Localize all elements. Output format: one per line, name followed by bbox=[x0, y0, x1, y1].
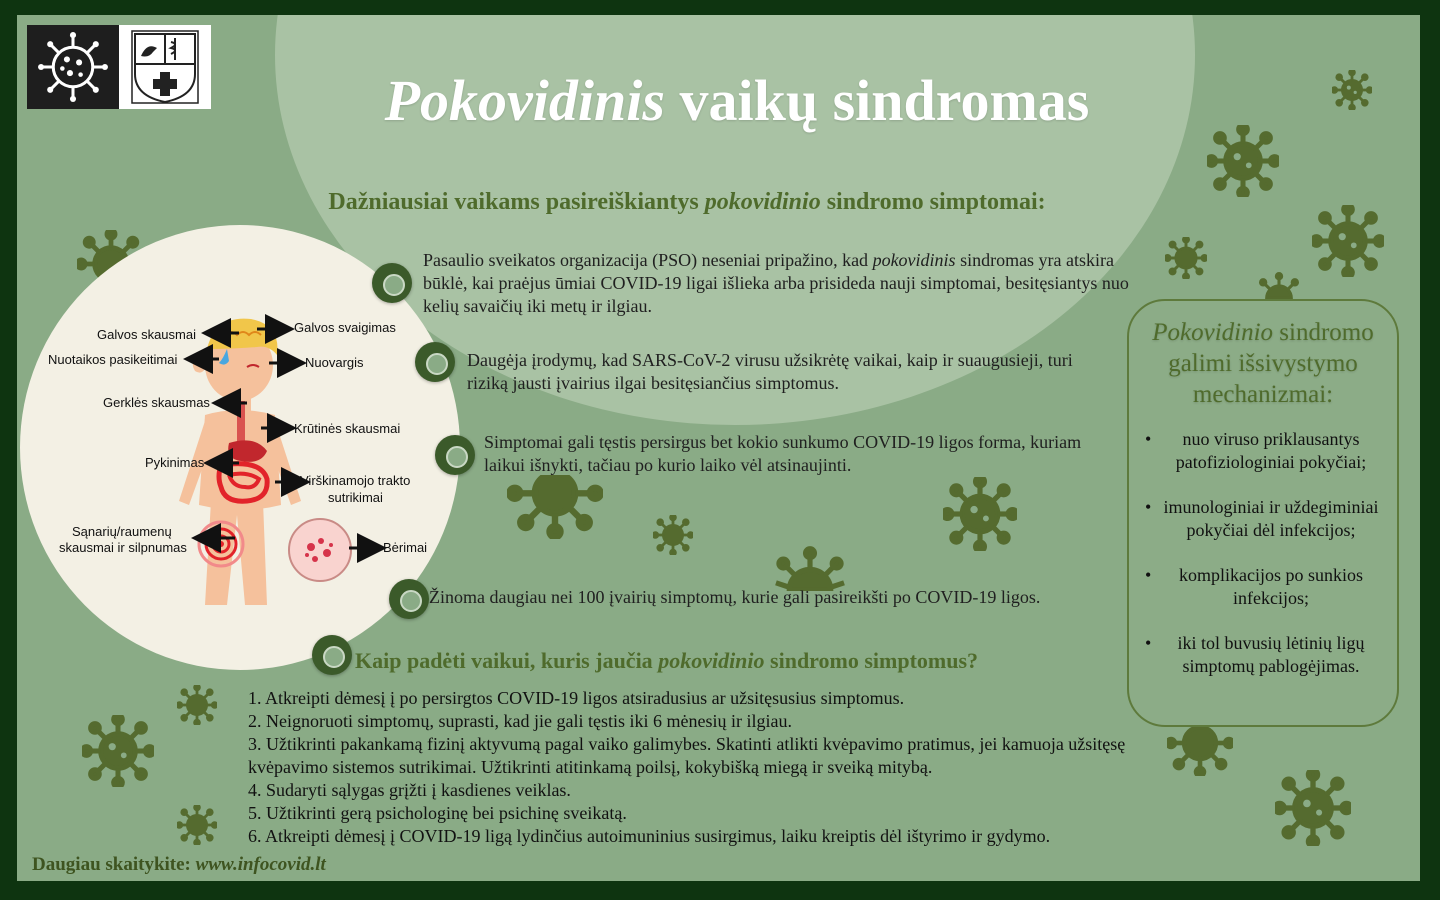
bullet-circle-icon bbox=[435, 435, 475, 475]
label-fatigue: Nuovargis bbox=[305, 355, 364, 370]
paragraph-symptoms-count: Žinoma daugiau nei 100 įvairių simptomų, kurie gali pasireikšti po COVID-19 ligos. bbox=[429, 587, 1041, 607]
mechanism-item: • nuo viruso priklausantys patofiziologiniai pokyčiai; bbox=[1129, 428, 1397, 474]
paragraph-who: Pasaulio sveikatos organizacija (PSO) neseniai pripažino, kad pokovidinis sindromas yra atskira būklė, kai praėjus ūmiai COVID-19 ligai išlieka arba prisideda nauji simptomai, besitęsiantys nuo kelių savaičių iki metų ir ilgiau. bbox=[423, 250, 1129, 316]
virus-icon bbox=[653, 515, 693, 555]
bullet-circle-icon bbox=[372, 263, 412, 303]
page-title: Pokovidinis vaikų sindromas bbox=[384, 68, 1090, 133]
footer-read-more: Daugiau skaitykite: www.infocovid.lt bbox=[32, 854, 326, 875]
mechanism-item: • imunologiniai ir uždegiminiai pokyčiai dėl infekcijos; bbox=[1129, 496, 1397, 542]
label-rash: Bėrimai bbox=[383, 540, 428, 555]
help-step: 6. Atkreipti dėmesį į COVID-19 ligą lydinčius autoimuninius susirgimus, laiku kreiptis dėl ištyrimo ir gydymo. bbox=[248, 826, 1051, 846]
label-mood: Nuotaikos pasikeitimai bbox=[48, 352, 178, 367]
label-joints-2: skausmai ir silpnumas bbox=[59, 540, 187, 555]
help-steps-list bbox=[248, 687, 1168, 848]
label-chest: Krūtinės skausmai bbox=[294, 421, 401, 436]
mechanisms-list bbox=[1129, 428, 1397, 678]
mechanisms-panel bbox=[1127, 299, 1399, 727]
mechanisms-heading: Pokovidinio sindromo galimi išsivystymo mechanizmai: bbox=[1152, 319, 1374, 408]
label-throat: Gerklės skausmas bbox=[103, 395, 210, 410]
bullet-circle-icon bbox=[415, 342, 455, 382]
bullet-circle-icon bbox=[312, 635, 352, 675]
label-joints-1: Sąnarių/raumenų bbox=[72, 524, 172, 539]
label-headache: Galvos skausmai bbox=[97, 327, 196, 342]
mechanism-item: • iki tol buvusių lėtinių ligų simptomų pablogėjimas. bbox=[1129, 632, 1397, 678]
virus-icon bbox=[177, 805, 217, 845]
virus-icon bbox=[1207, 125, 1279, 197]
virus-icon bbox=[82, 715, 154, 787]
mechanism-item: • komplikacijos po sunkios infekcijos; bbox=[1129, 564, 1397, 610]
help-step: 2. Neignoruoti simptomų, suprasti, kad jie gali tęstis iki 6 mėnesių ir ilgiau. bbox=[248, 711, 792, 731]
symptoms-heading: Dažniausiai vaikams pasireiškiantys pokovidinio sindromo simptomai: bbox=[328, 189, 1046, 215]
label-digestive-2: sutrikimai bbox=[328, 490, 383, 505]
footer-link[interactable]: www.infocovid.lt bbox=[195, 854, 326, 875]
virus-icon bbox=[943, 477, 1017, 551]
virus-icon bbox=[1312, 205, 1384, 277]
paragraph-evidence: Daugėja įrodymų, kad SARS-CoV-2 virusu užsikrėtę vaikai, kaip ir suaugusieji, turi riziką jausti įvairius ilgai besitęsiančius simptomus. bbox=[467, 350, 1073, 393]
label-dizziness: Galvos svaigimas bbox=[294, 320, 396, 335]
label-digestive-1: Virškinamojo trakto bbox=[300, 473, 411, 488]
help-step: 3. Užtikrinti pakankamą fizinį aktyvumą pagal vaiko galimybes. Skatinti atlikti kvėpavimo pratimus, jei kamuoja užsitęsę kvėpavimo sistemos sutrikimai. Užtikrinti atitinkamą poilsį, kokybišką miegą ir sveiką mitybą. bbox=[248, 734, 1126, 777]
infographic-canvas bbox=[17, 15, 1420, 881]
help-step: 5. Užtikrinti gerą psichologinę bei psichinę sveikatą. bbox=[248, 803, 627, 823]
virus-icon bbox=[177, 685, 217, 725]
help-step: 4. Sudaryti sąlygas grįžti į kasdienes veiklas. bbox=[248, 780, 571, 800]
virus-icon bbox=[773, 545, 847, 591]
virus-icon bbox=[1332, 70, 1372, 110]
bullet-circle-icon bbox=[389, 579, 429, 619]
paragraph-duration: Simptomai gali tęstis persirgus bet kokio sunkumo COVID-19 ligos forma, kuriam laikui išnykti, tačiau po kurio laiko vėl atsinaujinti. bbox=[484, 432, 1082, 475]
help-heading: Kaip padėti vaikui, kuris jaučia pokovidinio sindromo simptomus? bbox=[355, 648, 979, 673]
virus-icon bbox=[1275, 770, 1351, 846]
virus-icon bbox=[1257, 270, 1301, 300]
virus-icon bbox=[1165, 237, 1207, 279]
virus-icon bbox=[507, 475, 603, 539]
help-step: 1. Atkreipti dėmesį į po persirgtos COVID-19 ligos atsiradusius ar užsitęsusius simptomus. bbox=[248, 688, 905, 708]
label-nausea: Pykinimas bbox=[145, 455, 205, 470]
